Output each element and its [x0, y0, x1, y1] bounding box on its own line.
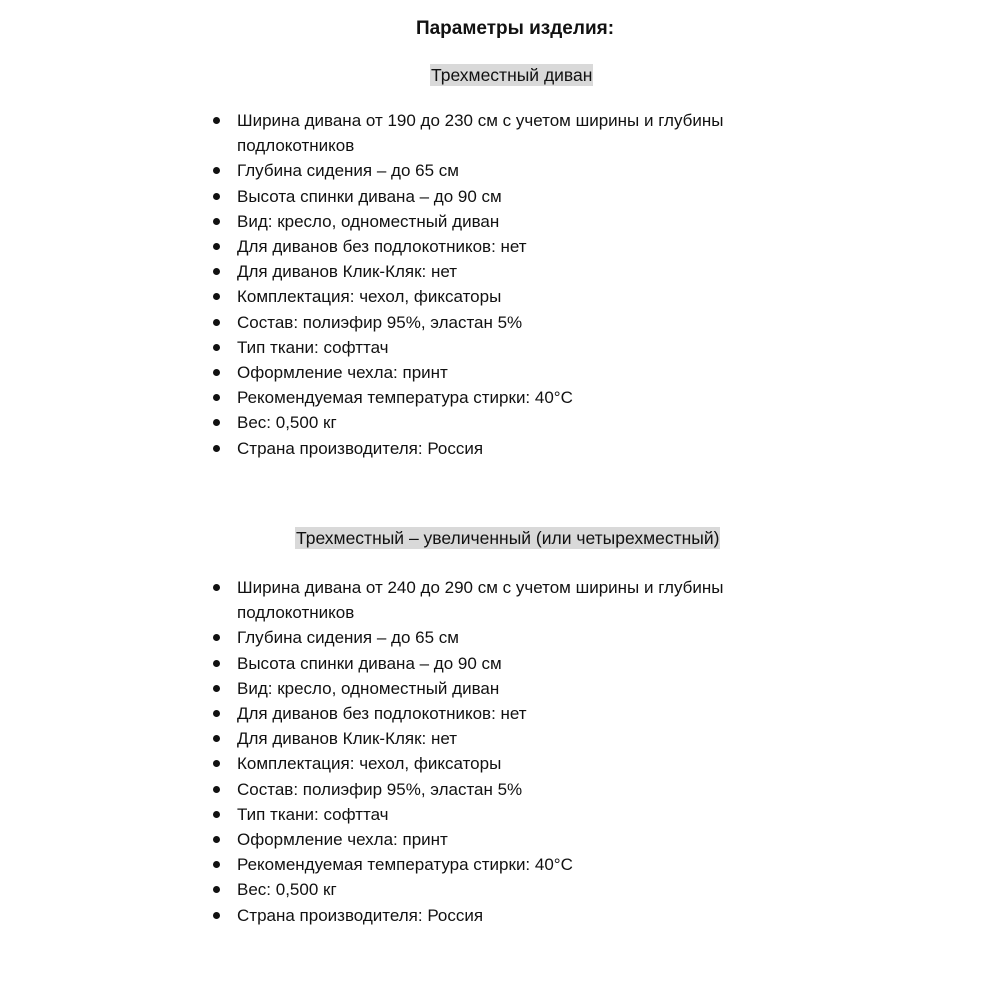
list-item	[210, 184, 770, 209]
item-text: Рекомендуемая температура стирки: 40°C	[237, 855, 573, 875]
item-text: Оформление чехла: принт	[237, 830, 448, 850]
list-item	[210, 777, 770, 802]
bullet-icon	[213, 811, 220, 818]
list-item	[210, 651, 770, 676]
bullet-icon	[213, 268, 220, 275]
item-text: Комплектация: чехол, фиксаторы	[237, 754, 502, 774]
bullet-icon	[213, 419, 220, 426]
list-item	[210, 108, 770, 158]
bullet-icon	[213, 786, 220, 793]
item-text: Состав: полиэфир 95%, эластан 5%	[237, 779, 523, 799]
bullet-icon	[213, 760, 220, 767]
list-item	[210, 436, 770, 461]
list-item	[210, 410, 770, 435]
section-heading: Трехместный диван	[431, 65, 593, 85]
param-list	[210, 575, 770, 928]
list-item	[210, 802, 770, 827]
bullet-icon	[213, 735, 220, 742]
item-text: Вид: кресло, одноместный диван	[237, 678, 500, 698]
bullet-icon	[213, 912, 220, 919]
list-item	[210, 852, 770, 877]
list-item	[210, 701, 770, 726]
list-item	[210, 335, 770, 360]
list-item	[210, 360, 770, 385]
bullet-icon	[213, 710, 220, 717]
bullet-icon	[213, 193, 220, 200]
list-item	[210, 726, 770, 751]
item-text: Высота спинки дивана – до 90 см	[237, 653, 502, 673]
section-heading: Трехместный – увеличенный (или четырехместный)	[296, 528, 720, 548]
bullet-icon	[213, 660, 220, 667]
bullet-icon	[213, 886, 220, 893]
item-text: Страна производителя: Россия	[237, 438, 484, 458]
bullet-icon	[213, 394, 220, 401]
list-item	[210, 234, 770, 259]
section-three-seat	[0, 62, 1000, 458]
item-text: Глубина сидения – до 65 см	[237, 161, 459, 181]
page-title: Параметры изделия:	[415, 18, 615, 39]
bullet-icon	[213, 836, 220, 843]
item-text: Для диванов без подлокотников: нет	[237, 237, 527, 257]
list-item	[210, 625, 770, 650]
bullet-icon	[213, 634, 220, 641]
bullet-icon	[213, 293, 220, 300]
item-text: Для диванов Клик-Кляк: нет	[237, 262, 458, 282]
section-heading-row	[0, 525, 1000, 551]
bullet-icon	[213, 445, 220, 452]
bullet-icon	[213, 319, 220, 326]
list-item	[210, 903, 770, 928]
item-text: Состав: полиэфир 95%, эластан 5%	[237, 312, 523, 332]
param-list	[210, 108, 770, 461]
item-text: Оформление чехла: принт	[237, 363, 448, 383]
bullet-icon	[213, 218, 220, 225]
list-item	[210, 310, 770, 335]
bullet-icon	[213, 117, 220, 124]
item-text: Для диванов Клик-Кляк: нет	[237, 729, 458, 749]
bullet-icon	[213, 344, 220, 351]
list-item	[210, 284, 770, 309]
list-item	[210, 827, 770, 852]
list-item	[210, 259, 770, 284]
item-text: Высота спинки дивана – до 90 см	[237, 186, 502, 206]
item-text: Комплектация: чехол, фиксаторы	[237, 287, 502, 307]
item-text: Рекомендуемая температура стирки: 40°C	[237, 388, 573, 408]
list-item	[210, 877, 770, 902]
item-text: Страна производителя: Россия	[237, 905, 484, 925]
item-text: Ширина дивана от 240 до 290 см с учетом ширины и глубины подлокотников	[237, 578, 724, 623]
item-text: Глубина сидения – до 65 см	[237, 628, 459, 648]
item-text: Ширина дивана от 190 до 230 см с учетом ширины и глубины подлокотников	[237, 111, 724, 156]
section-heading-row	[0, 62, 1000, 88]
item-text: Вес: 0,500 кг	[237, 880, 337, 900]
section-enlarged	[0, 525, 1000, 925]
list-item	[210, 158, 770, 183]
item-text: Для диванов без подлокотников: нет	[237, 704, 527, 724]
bullet-icon	[213, 167, 220, 174]
list-item	[210, 385, 770, 410]
bullet-icon	[213, 584, 220, 591]
list-item	[210, 575, 770, 625]
list-item	[210, 209, 770, 234]
bullet-icon	[213, 369, 220, 376]
item-text: Вес: 0,500 кг	[237, 413, 337, 433]
item-text: Тип ткани: софттач	[237, 804, 389, 824]
item-text: Тип ткани: софттач	[237, 337, 389, 357]
list-item	[210, 676, 770, 701]
list-item	[210, 751, 770, 776]
item-text: Вид: кресло, одноместный диван	[237, 211, 500, 231]
bullet-icon	[213, 861, 220, 868]
bullet-icon	[213, 243, 220, 250]
bullet-icon	[213, 685, 220, 692]
